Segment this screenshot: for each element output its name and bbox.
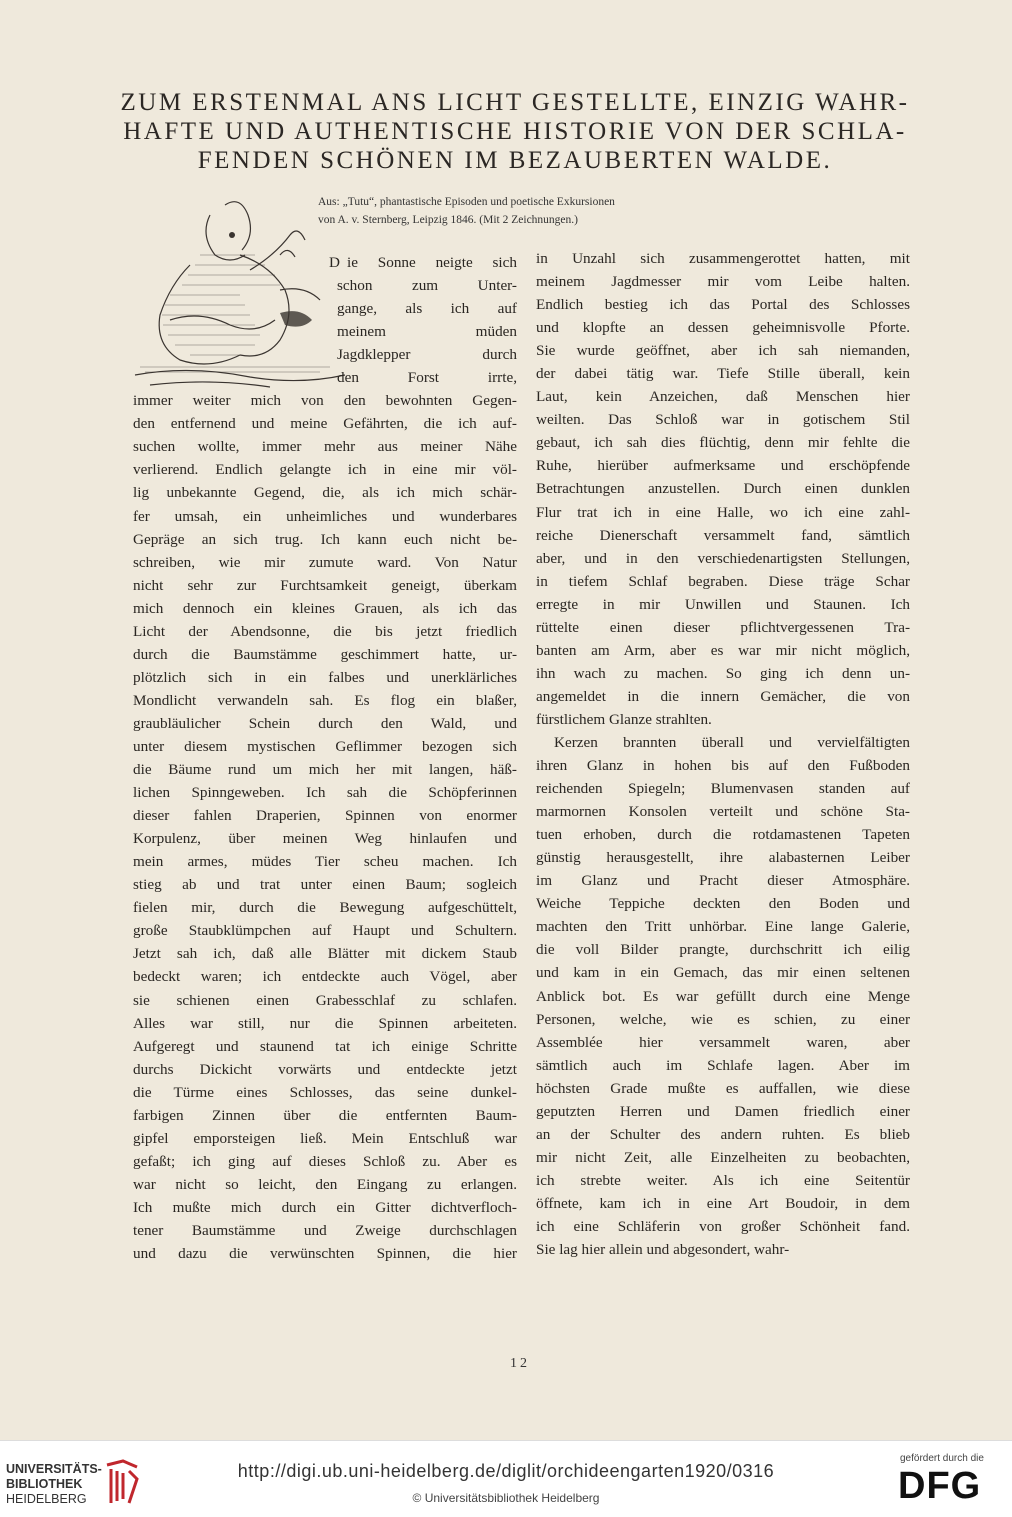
text-line: rüttelte einen dieser pflichtvergessenen Tra- [536, 618, 910, 636]
text-line: nicht sehr zur Furchtsamkeit geneigt, überkam [133, 576, 517, 594]
text-line: Ruhe, hierüber aufmerksame und erschöpfende [536, 457, 910, 475]
text-line: schreiben, wie mir zumute ward. Von Natur [133, 553, 517, 571]
text-line: bedeckt waren; ich entdeckte auch Vögel, aber [133, 968, 517, 986]
text-line: Gepräge an sich trug. Ich kann euch nicht be- [133, 530, 517, 548]
text-line: die Bäume rund um mich her mit langen, häß- [133, 761, 517, 779]
text-line: und klopfte an dessen geheimnisvolle Pforte. [536, 319, 910, 337]
source-line: von A. v. Sternberg, Leipzig 1846. (Mit 2 Zeichnungen.) [318, 214, 578, 226]
right-text-column [536, 247, 910, 1261]
library-name-line: HEIDELBERG [6, 1492, 87, 1506]
library-name-line: BIBLIOTHEK [6, 1477, 83, 1491]
text-line: durch die Baumstämme geschimmert hatte, ur- [133, 645, 517, 663]
funding-note: gefördert durch die [900, 1453, 984, 1464]
text-line: Jagdklepper durch [337, 346, 517, 364]
text-line: die Türme eines Schlosses, das seine dunkel- [133, 1083, 517, 1101]
dropcap-letter: D [329, 254, 340, 271]
text-line: Endlich bestieg ich das Portal des Schlosses [536, 296, 910, 314]
text-line: durchs Dickicht vorwärts und entdeckte jetzt [133, 1060, 517, 1078]
text-line: Aufgeregt und staunend tat ich einige Schritte [133, 1037, 517, 1055]
text-line: die voll Bilder prangte, durchschritt ich eilig [536, 941, 910, 959]
text-line: Kerzen brannten überall und vervielfältigten [554, 733, 910, 751]
library-name-line: UNIVERSITÄTS- [6, 1462, 102, 1476]
dfg-logo: DFG [898, 1465, 982, 1507]
text-line: mir nicht Zeit, alle Einzelheiten zu beobachten, [536, 1148, 910, 1166]
source-citation [318, 193, 738, 229]
text-line: banten am Arm, aber es war mir nicht möglich, [536, 641, 910, 659]
text-line: Licht der Abendsonne, die bis jetzt friedlich [133, 622, 517, 640]
text-line: angemeldet in die innern Gemächer, die von [536, 687, 910, 705]
text-line: machten den Tritt unhörbar. Eine lange Galerie, [536, 918, 910, 936]
source-line: Aus: „Tutu“, phantastische Episoden und poetische Exkursionen [318, 196, 615, 208]
text-line: höchsten Grade mußte es auffallen, wie diese [536, 1079, 910, 1097]
text-line: stieg ab und trat unter einen Baum; sogleich [133, 876, 517, 894]
text-line: lig unbekannte Gegend, die, als ich mich schär- [133, 484, 517, 502]
text-line: ihn wach zu machen. So ging ich denn un- [536, 664, 910, 682]
text-line: immer weiter mich von den bewohnten Gegen- [133, 392, 517, 410]
text-line: suchen wollte, immer mehr aus meiner Nähe [133, 438, 517, 456]
text-line: gebaut, ich sah dies flüchtig, denn mir fehlte die [536, 434, 910, 452]
text-line: lichen Spinngeweben. Ich sah die Schöpferinnen [133, 784, 517, 802]
text-line: ich strebte weiter. Als ich eine Seitentür [536, 1171, 910, 1189]
text-line: Sie wurde geöffnet, aber ich sah niemanden, [536, 342, 910, 360]
text-line: in tiefem Schlaf begraben. Diese träge Schar [536, 572, 910, 590]
text-line: gange, als ich auf [337, 300, 517, 318]
text-line: günstig herausgestellt, ihre alabasternen Leiber [536, 849, 910, 867]
text-line: tuen erhoben, durch die rotdamastenen Tapeten [536, 826, 910, 844]
text-line: Assemblée hier versammelt waren, aber [536, 1033, 910, 1051]
text-line: große Staubklümpchen auf Haupt und Schultern. [133, 922, 517, 940]
text-line: Betrachtungen anzustellen. Durch einen dunklen [536, 480, 910, 498]
title-line: ZUM ERSTENMAL ANS LICHT GESTELLTE, EINZIG WAHR- [120, 89, 910, 116]
text-line: ich eine Schläferin von großer Schönheit fand. [536, 1217, 910, 1235]
text-line: und dazu die verwünschten Spinnen, die hier [133, 1245, 517, 1263]
text-line: den entfernend und meine Gefährten, die ich auf- [133, 415, 517, 433]
text-line: war nicht so leicht, den Eingang zu erlangen. [133, 1175, 517, 1193]
text-line: dieser fahlen Draperien, Spinnen von enormer [133, 807, 517, 825]
text-line: meinem müden [337, 323, 517, 341]
article-title [120, 88, 910, 175]
text-line: schon zum Unter- [337, 277, 517, 295]
text-line: in Unzahl sich zusammengerottet hatten, mit [536, 250, 910, 267]
text-line: Sie lag hier allein und abgesondert, wahr- [536, 1241, 790, 1259]
page-number: 12 [510, 1356, 530, 1371]
text-line: verlierend. Endlich gelangte ich in eine mir völ- [133, 461, 517, 479]
text-line: graubläulicher Schein durch den Wald, und [133, 714, 517, 732]
text-line: aber, und in den verschiedenartigsten Stellungen, [536, 549, 910, 567]
text-line: Alles war still, nur die Spinnen arbeiteten. [133, 1014, 517, 1032]
text-line: erregte in mir Unwillen und Staunen. Ich [536, 595, 910, 613]
text-line: mich dennoch ein kleines Grauen, als ich das [133, 599, 517, 617]
text-line: und kam in ein Gemach, das mir einen seltenen [536, 964, 910, 982]
text-line: mein armes, müdes Tier scheu machen. Ich [133, 853, 517, 871]
text-line: öffnete, kam ich in eine Art Boudoir, in dem [536, 1194, 910, 1212]
text-line: Anblick bot. Es war gefüllt durch eine Menge [536, 987, 910, 1005]
text-line: farbigen Zinnen über die entfernten Baum- [133, 1106, 517, 1124]
text-line: Jetzt sah ich, daß alle Blätter mit dickem Staub [133, 945, 517, 963]
text-line: gipfel emporsteigen ließ. Mein Entschluß war [133, 1129, 517, 1147]
copyright-notice: © Universitätsbibliothek Heidelberg [412, 1491, 600, 1505]
text-line: reiche Dienerschaft versammelt fand, sämtlich [536, 526, 910, 544]
text-line: der dabei tätig war. Tiefe Stille überall, kein [536, 365, 910, 383]
text-line: fer umsah, ein unheimliches und wunderbares [133, 507, 517, 525]
text-line: den Forst irrte, [337, 369, 517, 387]
text-line: Weiche Teppiche deckten den Boden und [536, 895, 910, 913]
text-line: meinem Jagdmesser mir vom Leibe halten. [536, 273, 910, 291]
right-column-lines [536, 247, 910, 1261]
text-line: unter diesem mystischen Geflimmer bezogen sich [133, 737, 517, 755]
text-line: reichenden Spiegeln; Blumenvasen standen auf [536, 780, 910, 798]
title-line: FENDEN SCHÖNEN IM BEZAUBERTEN WALDE. [197, 147, 833, 174]
left-text-column [133, 251, 517, 1265]
text-line: geputzten Herren und Damen friedlich einer [536, 1102, 910, 1120]
text-line: Personen, welche, wie es schien, zu einer [536, 1010, 910, 1028]
text-line: plötzlich sich in ein falbes und unerklärliches [133, 668, 517, 686]
text-line: Mondlicht verwandeln sah. Es flog ein blaßer, [133, 691, 517, 709]
text-line: Flur trat ich in eine Halle, wo ich eine zahl- [536, 503, 910, 521]
text-line: Laut, kein Anzeichen, daß Menschen hier [536, 388, 910, 406]
text-line: tener Baumstämme und Zweige durchschlagen [133, 1221, 517, 1239]
text-line: marmornen Konsolen verteilt und schöne Sta- [536, 803, 910, 821]
text-line: sie schienen einen Grabesschlaf zu schlafen. [133, 991, 517, 1009]
title-line: HAFTE UND AUTHENTISCHE HISTORIE VON DER SCHLA- [123, 118, 907, 145]
dropcap-paragraph [133, 251, 517, 389]
left-column-lines [133, 389, 517, 1265]
text-line: gefaßt; ich ging auf dieses Schloß zu. Aber es [133, 1152, 517, 1170]
text-line: an der Schulter des andern ruhten. Es blieb [536, 1125, 910, 1143]
text-line: ihren Glanz in hohen bis auf den Fußboden [536, 757, 910, 775]
text-line: fielen mir, durch die Bewegung aufgeschüttelt, [133, 899, 517, 917]
text-line: fürstlichem Glanze strahlten. [536, 710, 712, 728]
text-line: Ich mußte mich durch ein Gitter dichtverfloch- [133, 1198, 517, 1216]
footer-bar [0, 1440, 1012, 1517]
text-line: sämtlich auch im Schlafe lagen. Aber im [536, 1056, 910, 1074]
text-line: ie Sonne neigte sich [347, 254, 517, 271]
text-line: weilten. Das Schloß war in gotischem Stil [536, 411, 910, 429]
text-line: im Glanz und Pracht dieser Atmosphäre. [536, 872, 910, 890]
text-line: Korpulenz, über meinen Weg hinlaufen und [133, 830, 517, 848]
source-url-link[interactable]: http://digi.ub.uni-heidelberg.de/diglit/orchideengarten1920/0316 [237, 1461, 775, 1481]
